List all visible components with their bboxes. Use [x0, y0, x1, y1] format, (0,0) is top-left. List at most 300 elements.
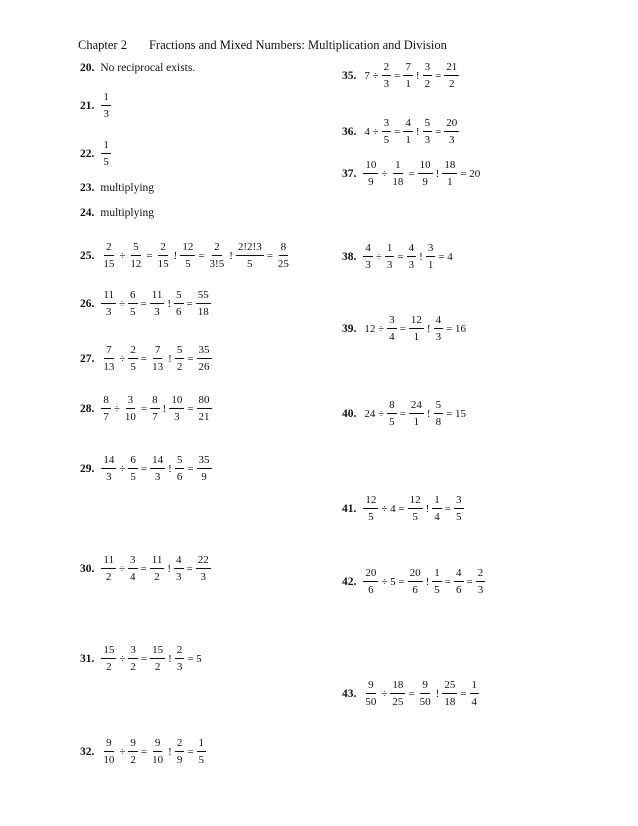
math-expression: [100, 92, 112, 120]
denominator: 3: [449, 134, 455, 146]
problem-36: [342, 118, 460, 146]
operator: 4 ÷: [364, 126, 379, 138]
fraction: [150, 738, 165, 766]
operator: =: [146, 250, 153, 262]
problem-number: 39.: [342, 323, 357, 335]
math-expression: [100, 345, 212, 373]
problem-number: 43.: [342, 688, 357, 700]
numerator: 3: [382, 118, 392, 132]
numerator: 9: [104, 738, 114, 752]
fraction: [128, 455, 138, 483]
problem-32: [80, 738, 207, 766]
numerator: 11: [150, 290, 165, 304]
operator: =: [187, 403, 194, 415]
numerator: 18: [390, 680, 405, 694]
denominator: 10: [103, 754, 115, 766]
problem-number: 29.: [80, 463, 95, 475]
numerator: 1: [432, 495, 442, 509]
fraction: [418, 680, 433, 708]
denominator: 8: [435, 416, 442, 428]
denominator: 2: [106, 661, 112, 673]
denominator: 2: [154, 661, 161, 673]
fraction: [101, 455, 116, 483]
numerator: 21: [444, 62, 459, 76]
operator: !: [168, 746, 172, 758]
numerator: 3: [126, 395, 136, 409]
denominator: 6: [176, 471, 183, 483]
fraction: [434, 400, 444, 428]
fraction: [385, 243, 395, 271]
numerator: 80: [197, 395, 212, 409]
operator: ÷: [113, 403, 120, 415]
denominator: 2: [424, 78, 431, 90]
numerator: 10: [363, 160, 378, 174]
denominator: 26: [198, 361, 210, 373]
operator: ÷: [119, 250, 126, 262]
denominator: 3: [200, 571, 206, 583]
problem-20: [80, 62, 195, 74]
numerator: 4: [174, 555, 184, 569]
operator: =: [394, 70, 401, 82]
operator: 12 ÷: [364, 323, 385, 335]
denominator: 25: [392, 696, 404, 708]
operator: ÷ 4 =: [381, 503, 405, 515]
operator: =: [444, 503, 452, 515]
numerator: 2: [476, 568, 486, 582]
fraction: [128, 645, 138, 673]
numerator: 10: [418, 160, 433, 174]
fraction: [123, 395, 138, 423]
denominator: 4: [389, 331, 395, 343]
problem-number: 26.: [80, 298, 95, 310]
numerator: 8: [387, 400, 397, 414]
numerator: 9: [128, 738, 138, 752]
fraction: [196, 290, 211, 318]
math-expression: [100, 290, 211, 318]
numerator: 8: [101, 395, 111, 409]
denominator: 5: [456, 511, 462, 523]
fraction: [432, 568, 442, 596]
denominator: 3!5: [209, 258, 225, 270]
problem-24: [80, 207, 154, 219]
operator: =: [140, 653, 148, 665]
numerator: 5: [423, 118, 433, 132]
operator: =: [399, 408, 406, 420]
operator: !: [425, 503, 430, 515]
operator: =: [140, 298, 147, 310]
operator: =: [186, 563, 193, 575]
fraction: [197, 345, 212, 373]
problem-35: [342, 62, 460, 90]
denominator: 12: [130, 258, 142, 270]
operator: =: [435, 70, 442, 82]
problem-42: [342, 568, 486, 596]
numerator: 15: [150, 645, 165, 659]
fraction: [101, 140, 111, 168]
denominator: 3: [106, 471, 112, 483]
denominator: 5: [198, 754, 205, 766]
fraction: [156, 242, 171, 270]
fraction: [101, 738, 116, 766]
problem-number: 23.: [80, 182, 95, 195]
denominator: 50: [419, 696, 431, 708]
numerator: 12: [180, 242, 195, 256]
numerator: 3: [423, 62, 433, 76]
operator: !: [229, 250, 233, 262]
denominator: 6: [176, 306, 182, 318]
denominator: 2: [130, 754, 136, 766]
denominator: 10: [152, 754, 164, 766]
numerator: 8: [150, 395, 160, 409]
denominator: 5: [130, 471, 136, 483]
denominator: 9: [368, 176, 374, 188]
denominator: 3: [365, 259, 371, 271]
fraction: [407, 243, 417, 271]
operator: = 15: [446, 408, 467, 420]
operator: =: [444, 576, 452, 588]
denominator: 13: [152, 361, 164, 373]
fraction: [454, 568, 464, 596]
denominator: 15: [157, 258, 169, 270]
fraction: [442, 680, 457, 708]
fraction: [101, 290, 116, 318]
numerator: 4: [454, 568, 464, 582]
denominator: 9: [176, 754, 183, 766]
numerator: 2!2!3: [236, 242, 264, 256]
problem-number: 42.: [342, 576, 357, 588]
numerator: 14: [101, 455, 116, 469]
numerator: 9: [153, 738, 163, 752]
numerator: 1: [101, 92, 111, 106]
denominator: 6: [412, 584, 418, 596]
numerator: 35: [197, 455, 212, 469]
numerator: 12: [409, 315, 424, 329]
denominator: 9: [201, 471, 207, 483]
fraction: [403, 118, 413, 146]
problem-number: 40.: [342, 408, 357, 420]
denominator: 5: [368, 511, 374, 523]
operator: = 4: [438, 251, 453, 263]
denominator: 13: [103, 361, 115, 373]
problem-23: [80, 182, 154, 194]
denominator: 2: [176, 361, 183, 373]
operator: ÷: [118, 563, 126, 575]
numerator: 2: [175, 738, 185, 752]
operator: =: [140, 746, 148, 758]
answer-text: multiplying: [100, 207, 155, 220]
operator: =: [187, 463, 194, 475]
denominator: 3: [154, 471, 161, 483]
problem-number: 30.: [80, 563, 95, 575]
numerator: 14: [150, 455, 165, 469]
denominator: 7: [103, 411, 109, 423]
problem-28: [80, 395, 213, 423]
chapter-title: Fractions and Mixed Numbers: Multiplication and Division: [148, 38, 447, 52]
math-expression: [100, 455, 212, 483]
numerator: 10: [169, 395, 184, 409]
denominator: 1: [405, 78, 411, 90]
denominator: 15: [103, 258, 115, 270]
numerator: 5: [434, 400, 444, 414]
denominator: 3: [103, 108, 109, 120]
problem-number: 31.: [80, 653, 95, 665]
problem-number: 22.: [80, 148, 95, 160]
numerator: 4: [407, 243, 417, 257]
fraction: [387, 315, 397, 343]
operator: = 16: [446, 323, 467, 335]
problem-21: [80, 92, 112, 120]
numerator: 20: [444, 118, 459, 132]
problem-40: [342, 400, 468, 428]
numerator: 3: [387, 315, 397, 329]
operator: =: [140, 563, 147, 575]
operator: !: [168, 463, 172, 475]
fraction: [101, 242, 116, 270]
problem-38: [342, 243, 455, 271]
operator: =: [466, 576, 473, 588]
operator: !: [415, 126, 420, 138]
fraction: [409, 400, 424, 428]
fraction: [101, 645, 116, 673]
denominator: 5: [383, 134, 390, 146]
denominator: 5: [412, 511, 418, 523]
operator: =: [140, 353, 148, 365]
math-expression: [100, 140, 112, 168]
denominator: 18: [197, 306, 209, 318]
operator: =: [394, 126, 401, 138]
fraction: [444, 62, 459, 90]
fraction: [442, 160, 457, 188]
fraction: [196, 555, 211, 583]
numerator: 2: [175, 645, 185, 659]
numerator: 18: [442, 160, 457, 174]
math-expression: [362, 568, 486, 596]
operator: =: [186, 298, 193, 310]
operator: ÷ 5 =: [381, 576, 405, 588]
numerator: 24: [409, 400, 424, 414]
denominator: 1: [413, 416, 420, 428]
problem-number: 24.: [80, 207, 95, 220]
fraction: [175, 345, 185, 373]
numerator: 1: [470, 680, 480, 694]
denominator: 3: [386, 259, 393, 271]
denominator: 5: [389, 416, 395, 428]
problem-number: 38.: [342, 251, 357, 263]
operator: ÷: [119, 463, 126, 475]
operator: !: [168, 653, 172, 665]
math-expression: [362, 62, 460, 90]
numerator: 5: [175, 455, 185, 469]
problem-number: 32.: [80, 746, 95, 758]
fraction: [363, 495, 378, 523]
fraction: [363, 568, 378, 596]
denominator: 7: [152, 411, 158, 423]
operator: !: [173, 250, 178, 262]
fraction: [403, 62, 413, 90]
fraction: [408, 568, 423, 596]
fraction: [150, 395, 160, 423]
numerator: 9: [366, 680, 376, 694]
numerator: 6: [128, 455, 138, 469]
operator: 24 ÷: [364, 408, 385, 420]
denominator: 6: [368, 584, 374, 596]
fraction: [408, 495, 423, 523]
fraction: [128, 345, 138, 373]
operator: !: [419, 251, 423, 263]
numerator: 15: [101, 645, 116, 659]
fraction: [175, 738, 185, 766]
operator: ÷: [119, 746, 126, 758]
operator: !: [167, 298, 171, 310]
numerator: 3: [128, 645, 138, 659]
numerator: 4: [434, 315, 444, 329]
denominator: 10: [124, 411, 136, 423]
problem-30: [80, 555, 212, 583]
math-expression: [100, 738, 207, 766]
problem-number: 28.: [80, 403, 95, 415]
denominator: 2: [130, 661, 136, 673]
fraction: [387, 400, 397, 428]
operator: = 20: [460, 168, 481, 180]
problem-29: [80, 455, 213, 483]
fraction: [101, 92, 111, 120]
operator: ÷: [119, 353, 126, 365]
fraction: [444, 118, 459, 146]
operator: =: [435, 126, 442, 138]
math-expression: [362, 680, 480, 708]
numerator: 2: [104, 242, 114, 256]
operator: = 5: [187, 653, 202, 665]
fraction: [470, 680, 480, 708]
problem-22: [80, 140, 112, 168]
operator: =: [140, 463, 148, 475]
fraction: [101, 395, 111, 423]
fraction: [101, 555, 116, 583]
problem-number: 27.: [80, 353, 95, 365]
problem-number: 37.: [342, 168, 357, 180]
numerator: 35: [197, 345, 212, 359]
fraction: [382, 62, 392, 90]
numerator: 11: [150, 555, 165, 569]
problem-27: [80, 345, 213, 373]
denominator: 3: [383, 78, 390, 90]
denominator: 1: [405, 134, 411, 146]
denominator: 18: [444, 696, 456, 708]
fraction: [197, 738, 207, 766]
fraction: [423, 118, 433, 146]
numerator: 2: [128, 345, 138, 359]
numerator: 12: [408, 495, 423, 509]
problem-25: [80, 242, 292, 270]
numerator: 1: [385, 243, 395, 257]
fraction: [128, 555, 138, 583]
operator: =: [198, 250, 205, 262]
numerator: 7: [153, 345, 163, 359]
numerator: 6: [128, 290, 138, 304]
math-expression: [100, 395, 212, 423]
numerator: 20: [408, 568, 423, 582]
denominator: 1: [413, 331, 420, 343]
fraction: [128, 242, 143, 270]
denominator: 3: [105, 306, 112, 318]
denominator: 3: [424, 134, 431, 146]
fraction: [434, 315, 444, 343]
operator: !: [435, 688, 440, 700]
fraction: [175, 455, 185, 483]
numerator: 7: [403, 62, 413, 76]
numerator: 3: [454, 495, 464, 509]
operator: !: [415, 70, 420, 82]
fraction: [390, 160, 405, 188]
denominator: 50: [365, 696, 377, 708]
numerator: 2: [158, 242, 168, 256]
denominator: 21: [198, 411, 210, 423]
fraction: [409, 315, 424, 343]
math-expression: [362, 400, 468, 428]
fraction: [180, 242, 195, 270]
fraction: [197, 455, 212, 483]
numerator: 7: [104, 345, 114, 359]
problem-26: [80, 290, 212, 318]
fraction: [454, 495, 464, 523]
numerator: 12: [363, 495, 378, 509]
numerator: 25: [442, 680, 457, 694]
numerator: 5: [131, 242, 141, 256]
denominator: 3: [176, 571, 182, 583]
numerator: 1: [393, 160, 403, 174]
numerator: 20: [363, 568, 378, 582]
numerator: 1: [432, 568, 442, 582]
numerator: 1: [197, 738, 207, 752]
math-expression: [362, 495, 464, 523]
denominator: 2: [449, 78, 455, 90]
problem-number: 21.: [80, 100, 95, 112]
operator: =: [408, 688, 415, 700]
problem-number: 36.: [342, 126, 357, 138]
denominator: 3: [408, 259, 415, 271]
numerator: 5: [174, 290, 184, 304]
numerator: 55: [196, 290, 211, 304]
fraction: [426, 243, 436, 271]
fraction: [150, 290, 165, 318]
problem-41: [342, 495, 465, 523]
fraction: [169, 395, 184, 423]
numerator: 2: [382, 62, 392, 76]
denominator: 9: [422, 176, 428, 188]
fraction: [174, 555, 184, 583]
numerator: 1: [101, 140, 111, 154]
fraction: [476, 568, 486, 596]
denominator: 5: [130, 306, 136, 318]
math-expression: [362, 118, 460, 146]
fraction: [128, 738, 138, 766]
operator: !: [426, 408, 431, 420]
denominator: 4: [434, 511, 440, 523]
fraction: [363, 243, 373, 271]
fraction: [363, 680, 378, 708]
fraction: [175, 645, 185, 673]
denominator: 25: [277, 258, 289, 270]
problem-39: [342, 315, 468, 343]
denominator: 5: [185, 258, 191, 270]
fraction: [382, 118, 392, 146]
operator: ÷: [119, 653, 126, 665]
operator: =: [397, 251, 404, 263]
denominator: 5: [130, 361, 136, 373]
operator: =: [140, 403, 148, 415]
operator: !: [168, 353, 172, 365]
fraction: [208, 242, 227, 270]
